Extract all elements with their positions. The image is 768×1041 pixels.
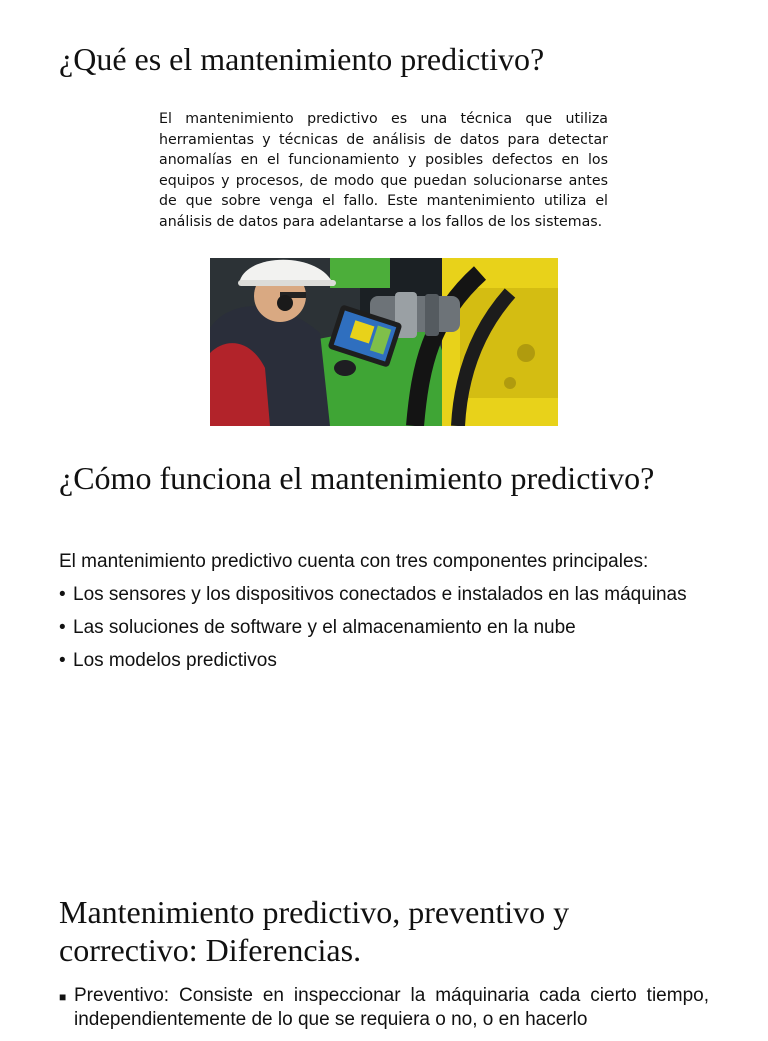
components-lead-text: El mantenimiento predictivo cuenta con tres componentes principales:: [59, 551, 649, 572]
list-item: ■ Preventivo: Consiste en inspeccionar la máquinaria cada cierto tiempo, independientemente de lo que se requiera o no, o en hacerlo: [59, 985, 709, 1030]
square-bullet-icon: ■: [59, 990, 67, 1004]
differences-list: [59, 984, 709, 1041]
bullet-icon: •: [59, 584, 66, 605]
bullet-icon: •: [59, 617, 66, 638]
list-item: • Los modelos predictivos: [59, 650, 277, 671]
list-item: • Los sensores y los dispositivos conectados e instalados en las máquinas: [59, 584, 687, 605]
bullet-icon: •: [59, 650, 66, 671]
list-item: • Las soluciones de software y el almacenamiento en la nube: [59, 617, 576, 638]
section-title-differences: Mantenimiento predictivo, preventivo y correctivo: Diferencias.: [59, 894, 570, 968]
technician-machine-photo: [210, 258, 558, 426]
section-title-how-it-works: ¿Cómo funciona el mantenimiento predictivo?: [59, 460, 655, 496]
components-list: [59, 583, 709, 682]
section-title-what-is: ¿Qué es el mantenimiento predictivo?: [59, 41, 545, 77]
intro-paragraph: El mantenimiento predictivo es una técnica que utiliza herramientas y técnicas de análisis de datos para detectar anomalías en el funcionamiento y posibles defectos en los equipos y procesos, de modo que puedan solucionarse antes de que sobre venga el fallo. Este mantenimiento utiliza el análisis de datos para adelantarse a los fallos de los sistemas.: [159, 111, 608, 230]
